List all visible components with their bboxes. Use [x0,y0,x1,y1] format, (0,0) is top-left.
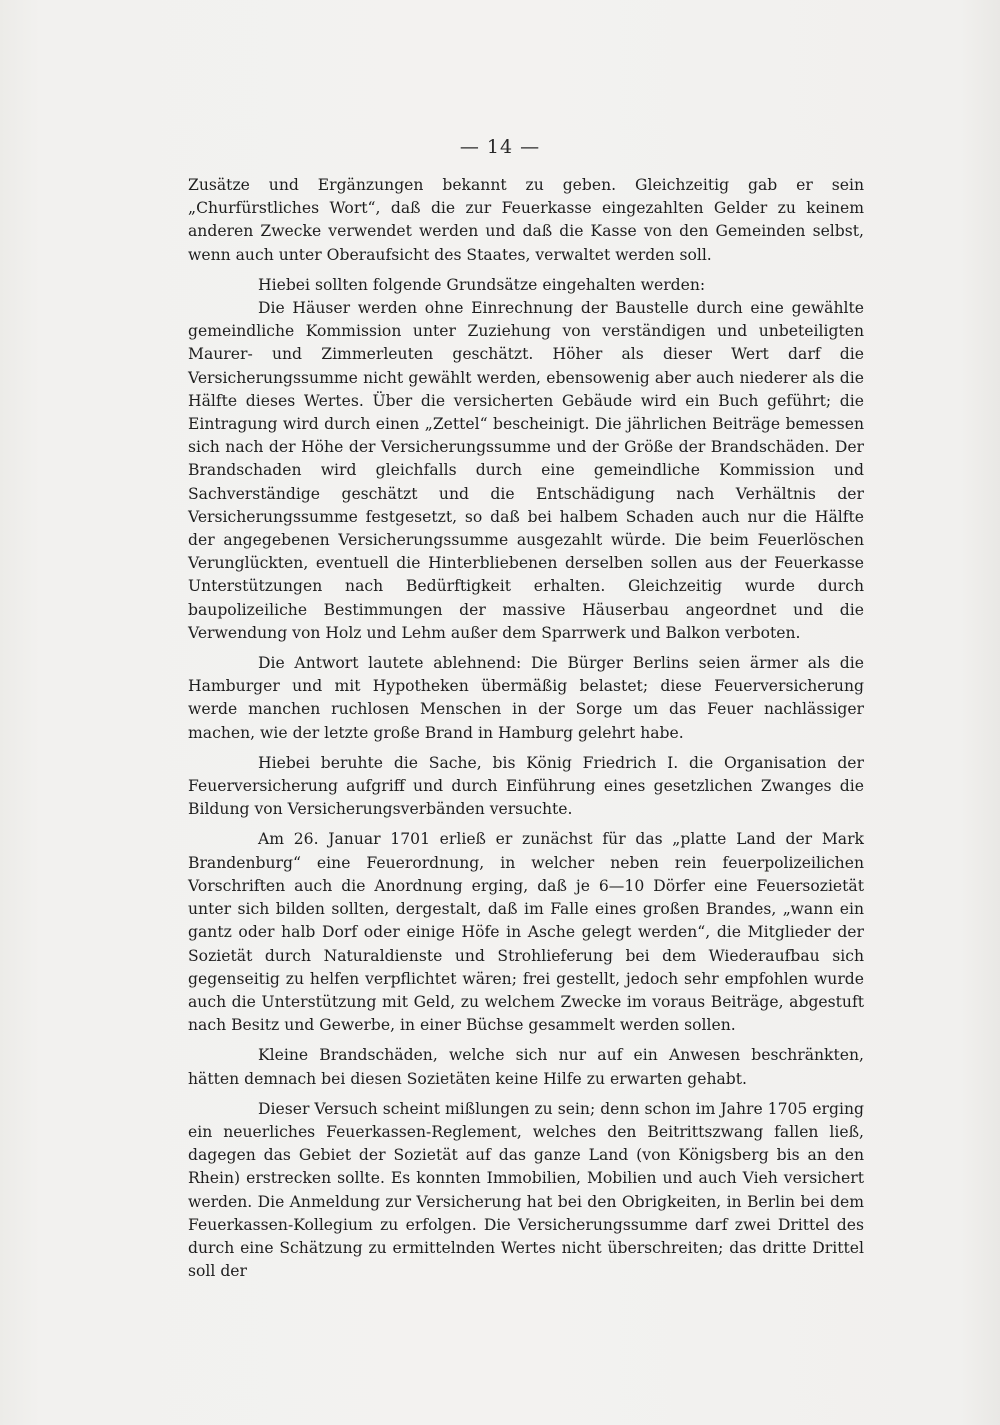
paragraph-small-damages: Kleine Brandschäden, welche sich nur auf ein Anwesen beschränkten, hätten demnach bei diesen Sozietäten keine Hilfe zu erwarten gehabt. [188,1046,864,1088]
paragraph-principles-intro: Hiebei sollten folgende Grundsätze eingehalten werden: [258,275,706,294]
paragraph-continuation: Zusätze und Ergänzungen bekannt zu geben. Gleichzeitig gab er sein „Churfürstliches Wort“, daß die zur Feuerkasse eingezahlten Gelder zu keinem anderen Zwecke verwendet werden und daß die Kasse von den Gemeinden selbst, wenn auch unter Oberaufsicht des Staates, verwaltet werden soll. [188,176,864,264]
paragraph-1701-ordinance: Am 26. Januar 1701 erließ er zunächst für das „platte Land der Mark Brandenburg“ eine Feuerordnung, in welcher neben rein feuerpolizeilichen Vorschriften auch die Anordnung erging, daß je 6—10 Dörfer eine Feuersozietät unter sich bilden sollten, dergestalt, daß im Falle eines großen Brandes, „wann ein gantz oder halb Dorf oder einige Höfe in Asche gelegt werden“, die Mitglieder der Sozietät durch Naturaldienste und Strohlieferung bei dem Wiederaufbau sich gegenseitig zu helfen verpflichtet wären; frei gestellt, jedoch sehr empfohlen wurde auch die Unterstützung mit Geld, zu welchem Zwecke im voraus Beiträge, abgestuft nach Besitz und Gewerbe, in einer Büchse gesammelt werden sollen. [188,830,864,1035]
paragraph-friedrich: Hiebei beruhte die Sache, bis König Friedrich I. die Organisation der Feuerversicherung aufgriff und durch Einführung eines gesetzlichen Zwanges die Bildung von Versicherungsverbänden versuchte. [188,753,864,819]
paragraph-principles: Die Häuser werden ohne Einrechnung der Baustelle durch eine gewählte gemeindliche Kommission unter Zuziehung von verständigen und unbeteiligten Maurer- und Zimmerleuten geschätzt. Höher als dieser Wert darf die Versicherungssumme nicht gewählt werden, ebensowenig aber auch niederer als die Hälfte dieses Wertes. Über die versicherten Gebäude wird ein Buch geführt; die Eintragung wird durch einen „Zettel“ bescheinigt. Die jährlichen Beiträge bemessen sich nach der Höhe der Versicherungssumme und der Größe der Brandschäden. Der Brandschaden wird gleichfalls durch eine gemeindliche Kommission und Sachverständige geschätzt und die Entschädigung nach Verhältnis der Versicherungssumme festgesetzt, so daß bei halbem Schaden auch nur die Hälfte der angegebenen Versicherungssumme ausgezahlt würde. Die beim Feuerlöschen Verunglückten, eventuell die Hinterbliebenen derselben sollen aus der Feuerkasse Unterstützungen nach Bedürftigkeit erhalten. Gleichzeitig wurde durch baupolizeiliche Bestimmungen der massive Häuserbau angeordnet und die Verwendung von Holz und Lehm außer dem Sparrwerk und Balkon verboten. [188,299,864,642]
paragraph-answer: Die Antwort lautete ablehnend: Die Bürger Berlins seien ärmer als die Hamburger und mit Hypotheken übermäßig belastet; diese Feuerversicherung werde manchen ruchlosen Menschen in der Sorge um das Feuer nachlässiger machen, wie der letzte große Brand in Hamburg gelehrt habe. [188,654,864,742]
body-text [188,174,864,1290]
paragraph-1705-regulation: Dieser Versuch scheint mißlungen zu sein; denn schon im Jahre 1705 erging ein neuerliches Feuerkassen-Reglement, welches den Beitrittszwang fallen ließ, dagegen das Gebiet der Sozietät auf das ganze Land (von Königsberg bis an den Rhein) erstrecken sollte. Es konnten Immobilien, Mobilien und auch Vieh versichert werden. Die Anmeldung zur Versicherung hat bei den Obrigkeiten, in Berlin bei dem Feuerkassen-Kollegium zu erfolgen. Die Versicherungssumme darf zwei Drittel des durch eine Schätzung zu ermittelnden Wertes nicht überschreiten; das dritte Drittel soll der [188,1099,864,1281]
page-number: — 14 — [459,136,541,158]
